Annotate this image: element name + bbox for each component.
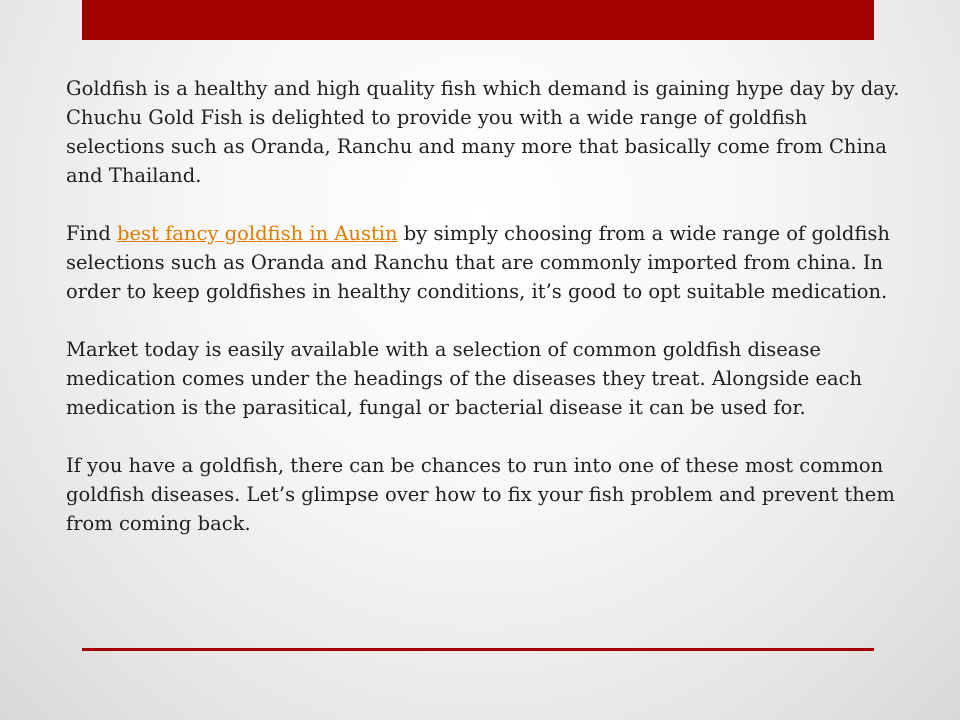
- paragraph-find-after: by simply choosing from a wide range of goldfish selections such as Oranda and Ranchu that are commonly imported from china. In order to keep goldfishes in healthy conditions, it’s good to opt suitable medication.: [66, 222, 890, 303]
- slide-body: [66, 74, 902, 567]
- paragraph-diseases: [66, 451, 902, 538]
- paragraph-intro-text: Goldfish is a healthy and high quality fish which demand is gaining hype day by day. Chuchu Gold Fish is delighted to provide you with a wide range of goldfish selections such as Oranda, Ranchu and many more that basically come from China and Thailand.: [66, 77, 900, 187]
- paragraph-find-before: Find: [66, 222, 118, 245]
- paragraph-diseases-text: If you have a goldfish, there can be chances to run into one of these most common goldfish diseases. Let’s glimpse over how to fix your fish problem and prevent them from coming back.: [66, 454, 895, 535]
- paragraph-intro: [66, 74, 902, 190]
- top-accent-bar: [82, 0, 874, 40]
- paragraph-market: [66, 335, 902, 422]
- paragraph-find: [66, 219, 902, 306]
- bottom-accent-rule: [82, 648, 874, 651]
- paragraph-market-text: Market today is easily available with a selection of common goldfish disease medication comes under the headings of the diseases they treat. Alongside each medication is the parasitical, fungal or bacterial disease it can be used for.: [66, 338, 863, 419]
- fancy-goldfish-link[interactable]: best fancy goldfish in Austin: [117, 222, 398, 245]
